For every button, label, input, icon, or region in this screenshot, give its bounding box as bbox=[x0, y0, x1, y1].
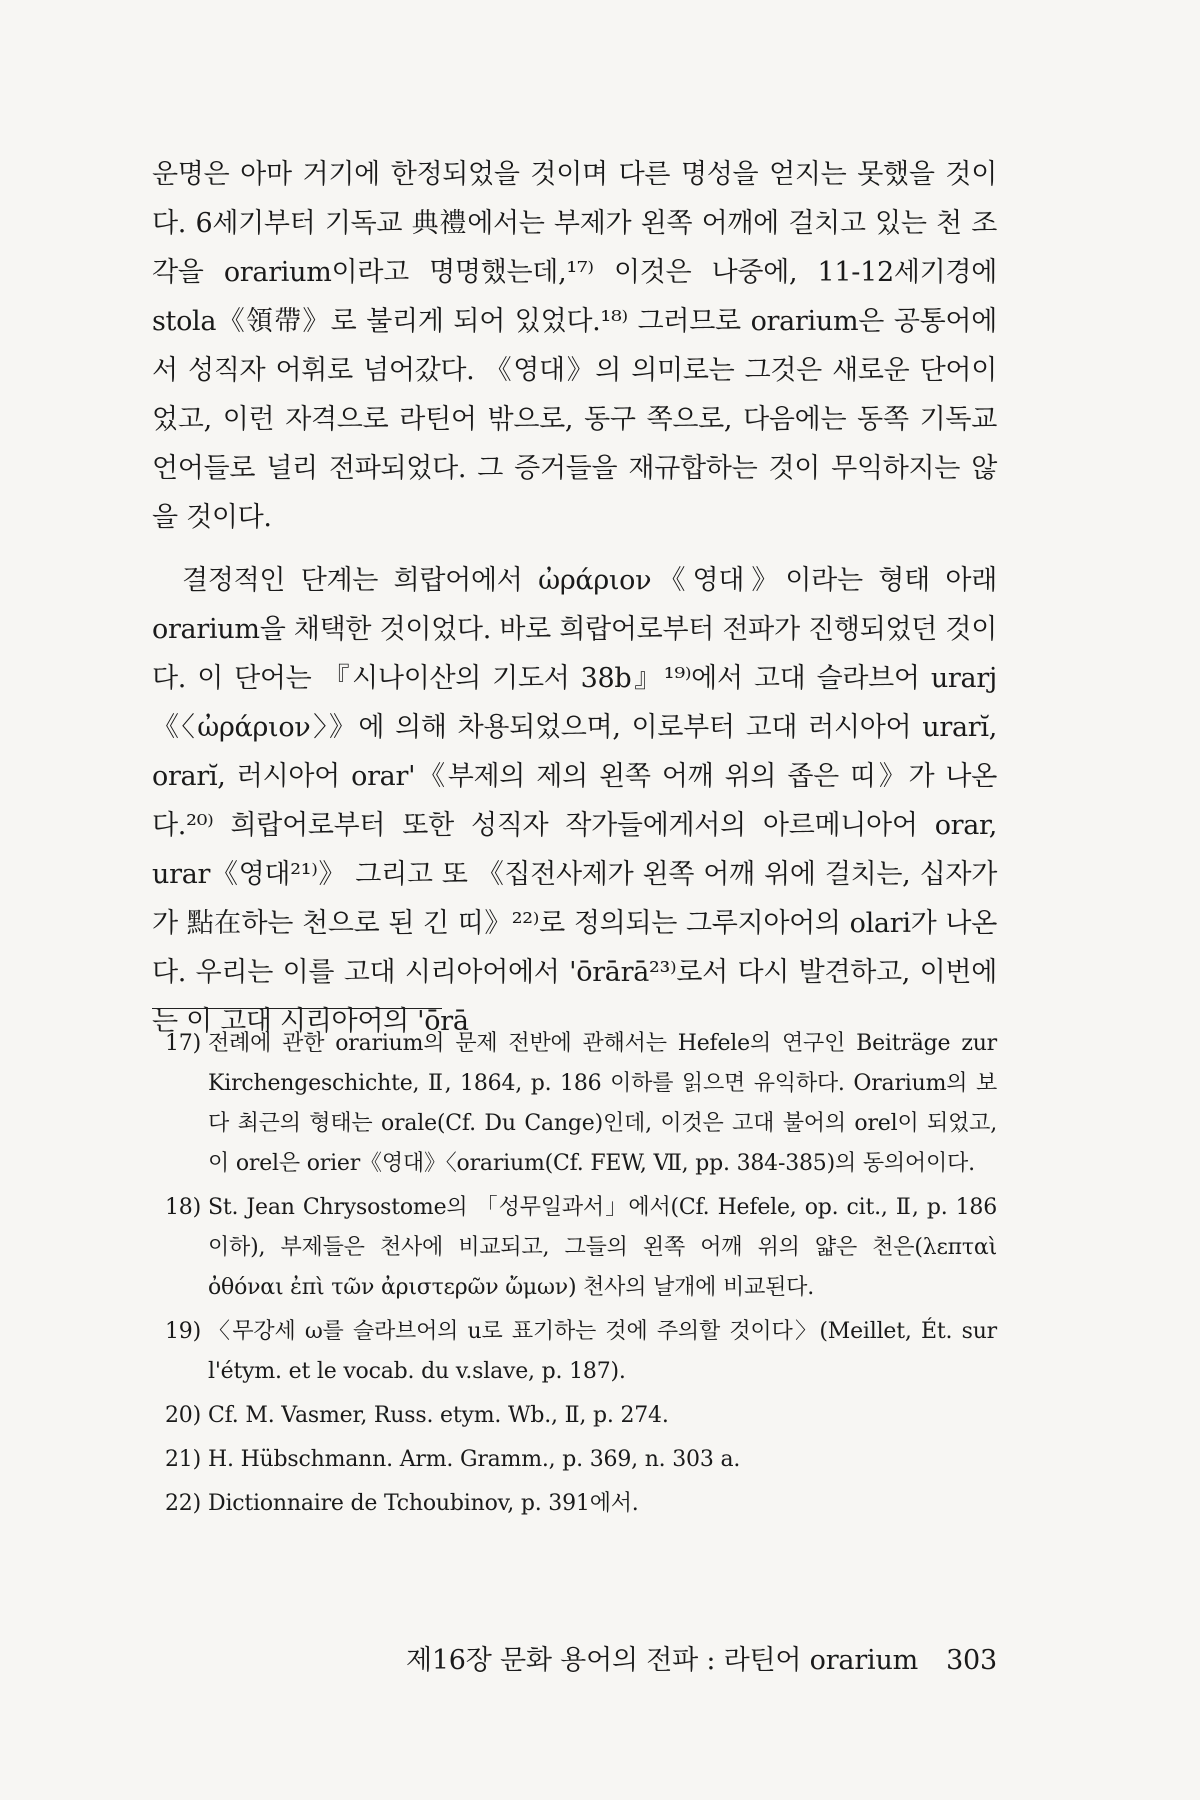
footnote-number: 17) bbox=[165, 1031, 201, 1056]
footnote-number: 18) bbox=[165, 1195, 201, 1220]
running-footer bbox=[392, 1638, 997, 1677]
footnote-number: 22) bbox=[165, 1491, 201, 1516]
footnote-text: St. Jean Chrysostome의 「성무일과서」에서(Cf. Hefele, op. cit., Ⅱ, p. 186 이하), 부제들은 천사에 비교되고, 그들의 왼쪽 어깨 위의 얇은 천은(λεπταὶ ὀθόναι ἐπὶ τῶν ἀριστερῶν ὤμων) 천사의 날개에 비교된다. bbox=[208, 1195, 997, 1300]
footnote-text: 전례에 관한 orarium의 문제 전반에 관해서는 Hefele의 연구인 Beiträge zur Kirchengeschichte, Ⅱ, 1864, p. 186 이하를 읽으면 유익하다. Orarium의 보다 최근의 형태는 orale(Cf. Du Cange)인데, 이것은 고대 불어의 orel이 되었고, 이 orel은 orier《영대》〈orarium(Cf. FEW, Ⅶ, pp. 384-385)의 동의어이다. bbox=[208, 1031, 997, 1176]
footnote-number: 19) bbox=[165, 1319, 201, 1344]
chapter-title: 제16장 문화 용어의 전파 : 라틴어 orarium bbox=[405, 1645, 919, 1676]
footnote-18 bbox=[165, 1188, 997, 1308]
footnote-number: 21) bbox=[165, 1447, 201, 1472]
page-number: 303 bbox=[946, 1645, 997, 1676]
footnote-22 bbox=[165, 1484, 997, 1524]
footnote-text: 〈무강세 ω를 슬라브어의 u로 표기하는 것에 주의할 것이다〉(Meillet, Ét. sur l'étym. et le vocab. du v.slave, p. 187). bbox=[208, 1319, 997, 1384]
footnote-separator bbox=[152, 1008, 442, 1009]
footnote-19 bbox=[165, 1312, 997, 1392]
footnote-number: 20) bbox=[165, 1403, 201, 1428]
main-text bbox=[152, 150, 997, 1046]
footnote-21 bbox=[165, 1440, 997, 1480]
paragraph-1: 운명은 아마 거기에 한정되었을 것이며 다른 명성을 얻지는 못했을 것이다. 6세기부터 기독교 典禮에서는 부제가 왼쪽 어깨에 걸치고 있는 천 조각을 orarium이라고 명명했는데,¹⁷⁾ 이것은 나중에, 11-12세기경에 stola《領帶》로 불리게 되어 있었다.¹⁸⁾ 그러므로 orarium은 공통어에서 성직자 어휘로 넘어갔다. 《영대》의 의미로는 그것은 새로운 단어이었고, 이런 자격으로 라틴어 밖으로, 동구 쪽으로, 다음에는 동쪽 기독교 언어들로 널리 전파되었다. 그 증거들을 재규합하는 것이 무익하지는 않을 것이다. bbox=[152, 159, 997, 533]
footnote-17 bbox=[165, 1024, 997, 1184]
footnote-text: Cf. M. Vasmer, Russ. etym. Wb., Ⅱ, p. 274. bbox=[208, 1403, 669, 1428]
footnotes bbox=[165, 1024, 997, 1528]
footnote-20 bbox=[165, 1396, 997, 1436]
footnote-text: H. Hübschmann. Arm. Gramm., p. 369, n. 303 a. bbox=[208, 1447, 741, 1472]
footnote-text: Dictionnaire de Tchoubinov, p. 391에서. bbox=[208, 1491, 639, 1516]
paragraph-2: 결정적인 단계는 희랍어에서 ὠράριον《영대》이라는 형태 아래 orarium을 채택한 것이었다. 바로 희랍어로부터 전파가 진행되었던 것이다. 이 단어는 『시나이산의 기도서 38b』¹⁹⁾에서 고대 슬라브어 urarj《〈ὠράριον〉》에 의해 차용되었으며, 이로부터 고대 러시아어 urarĭ, orarĭ, 러시아어 orar'《부제의 제의 왼쪽 어깨 위의 좁은 띠》가 나온다.²⁰⁾ 희랍어로부터 또한 성직자 작가들에게서의 아르메니아어 orar, urar《영대²¹⁾》 그리고 또 《집전사제가 왼쪽 어깨 위에 걸치는, 십자가가 點在하는 천으로 된 긴 띠》²²⁾로 정의되는 그루지아어의 olari가 나온다. 우리는 이를 고대 시리아어에서 'ōrārā²³⁾로서 다시 발견하고, 이번에는 이 고대 시리아어의 'ōrā bbox=[152, 565, 997, 1037]
